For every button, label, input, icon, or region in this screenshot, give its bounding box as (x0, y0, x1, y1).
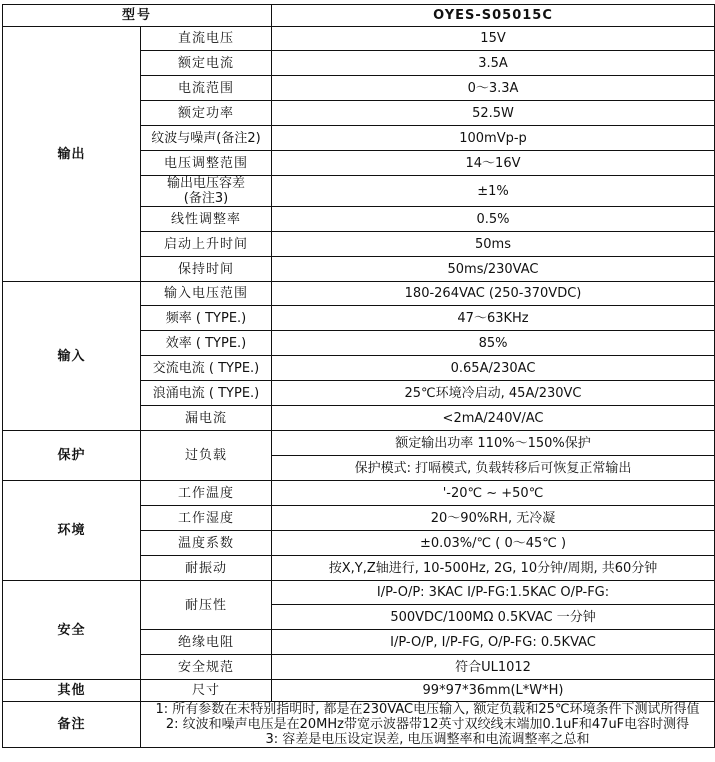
param-value: 50ms/230VAC (272, 257, 715, 282)
param-value: 180-264VAC (250-370VDC) (272, 282, 715, 306)
param-label-multiline (141, 176, 272, 207)
param-label: 电流范围 (141, 76, 272, 101)
param-label: 尺寸 (141, 680, 272, 702)
param-label: 输入电压范围 (141, 282, 272, 306)
param-label: 工作湿度 (141, 506, 272, 531)
section-output-title: 输出 (3, 27, 141, 282)
param-value: 47～63KHz (272, 306, 715, 331)
section-environment-title: 环境 (3, 481, 141, 581)
section-protection-title: 保护 (3, 431, 141, 481)
param-value: 500VDC/100MΩ 0.5KVAC 一分钟 (272, 605, 715, 630)
table-row (3, 282, 715, 306)
param-value: 85% (272, 331, 715, 356)
model-row (3, 5, 715, 27)
table-row (3, 581, 715, 605)
model-label: 型号 (3, 5, 272, 27)
param-label: 纹波与噪声(备注2) (141, 126, 272, 151)
section-other-title: 其他 (3, 680, 141, 702)
param-label: 频率 ( TYPE.) (141, 306, 272, 331)
param-value: 14～16V (272, 151, 715, 176)
table-row (3, 680, 715, 702)
param-label: 耐压性 (141, 581, 272, 630)
note-line: 2: 纹波和噪声电压是在20MHz带宽示波器带12英寸双绞线末端加0.1uF和47uF电容时测得 (165, 717, 690, 732)
param-label-line: 输出电压容差 (167, 176, 246, 191)
section-notes-title: 备注 (3, 702, 141, 748)
param-value: 50ms (272, 232, 715, 257)
param-value: 0～3.3A (272, 76, 715, 101)
param-value: ±0.03%/℃ ( 0～45℃ ) (272, 531, 715, 556)
param-value: ±1% (272, 176, 715, 207)
param-value: 99*97*36mm(L*W*H) (272, 680, 715, 702)
table-row (3, 431, 715, 456)
param-value: 100mVp-p (272, 126, 715, 151)
param-value: 20～90%RH, 无冷凝 (272, 506, 715, 531)
param-value: <2mA/240V/AC (272, 406, 715, 431)
param-value: 保护模式: 打嗝模式, 负载转移后可恢复正常输出 (272, 456, 715, 481)
param-label: 温度系数 (141, 531, 272, 556)
notes-block (141, 702, 715, 748)
param-label: 耐振动 (141, 556, 272, 581)
param-label: 电压调整范围 (141, 151, 272, 176)
param-label: 漏电流 (141, 406, 272, 431)
param-value: 额定输出功率 110%～150%保护 (272, 431, 715, 456)
param-label: 效率 ( TYPE.) (141, 331, 272, 356)
param-value: 0.5% (272, 207, 715, 232)
param-value: 25℃环境冷启动, 45A/230VC (272, 381, 715, 406)
param-label: 线性调整率 (141, 207, 272, 232)
param-value: '-20℃ ~ +50℃ (272, 481, 715, 506)
param-label: 额定电流 (141, 51, 272, 76)
param-label-line: (备注3) (183, 191, 229, 206)
note-line: 1: 所有参数在未特别指明时, 都是在230VAC电压输入, 额定负载和25℃环境条件下测试所得值 (155, 702, 700, 717)
section-input-title: 输入 (3, 282, 141, 431)
note-line: 3: 容差是电压设定误差, 电压调整率和电流调整率之总和 (265, 732, 590, 747)
param-label: 交流电流 ( TYPE.) (141, 356, 272, 381)
param-label: 保持时间 (141, 257, 272, 282)
param-value: I/P-O/P: 3KAC I/P-FG:1.5KAC O/P-FG: (272, 581, 715, 605)
table-row (3, 481, 715, 506)
param-value: 0.65A/230AC (272, 356, 715, 381)
param-label: 工作温度 (141, 481, 272, 506)
param-value: 按X,Y,Z轴进行, 10-500Hz, 2G, 10分钟/周期, 共60分钟 (272, 556, 715, 581)
section-safety-title: 安全 (3, 581, 141, 680)
param-label: 浪涌电流 ( TYPE.) (141, 381, 272, 406)
param-label: 额定功率 (141, 101, 272, 126)
model-value: OYES-S05015C (272, 5, 715, 27)
param-value: 3.5A (272, 51, 715, 76)
param-value: I/P-O/P, I/P-FG, O/P-FG: 0.5KVAC (272, 630, 715, 655)
param-value: 52.5W (272, 101, 715, 126)
param-value: 符合UL1012 (272, 655, 715, 680)
notes-row (3, 702, 715, 748)
param-label: 启动上升时间 (141, 232, 272, 257)
param-label: 安全规范 (141, 655, 272, 680)
spec-table (2, 4, 715, 748)
table-row (3, 27, 715, 51)
param-label: 直流电压 (141, 27, 272, 51)
param-value: 15V (272, 27, 715, 51)
param-label: 绝缘电阻 (141, 630, 272, 655)
param-label: 过负载 (141, 431, 272, 481)
